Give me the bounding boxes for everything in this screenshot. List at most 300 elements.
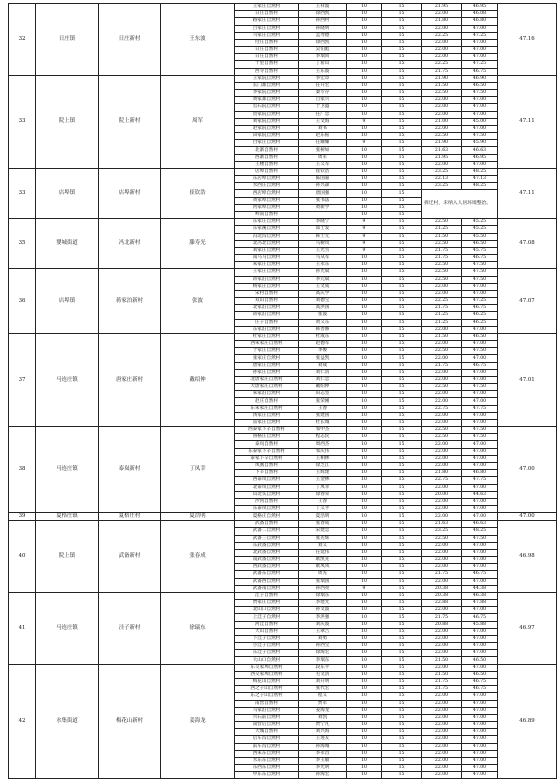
- score-a-cell: 10: [347, 549, 382, 556]
- person-cell: 李瑞同: [299, 54, 347, 61]
- score-a-cell: 10: [347, 607, 382, 614]
- score-c-cell: 21.80: [422, 470, 462, 477]
- score-b-cell: 15: [382, 405, 422, 412]
- person-cell: 李元斌: [299, 276, 347, 283]
- score-a-cell: 10: [347, 176, 382, 183]
- score-b-cell: 15: [382, 750, 422, 757]
- score-c-cell: 22.00: [422, 743, 462, 750]
- score-c-cell: 22.50: [422, 269, 462, 276]
- person-cell: 刘仁忠: [299, 376, 347, 383]
- natural-village-cell: 鲁格庄自然村: [235, 434, 299, 441]
- leader-cell: 夏浩明: [161, 513, 235, 521]
- score-b-cell: 15: [382, 197, 422, 204]
- natural-village-cell: 西泰家下辛自然村: [235, 427, 299, 434]
- score-a-cell: 9: [347, 233, 382, 240]
- leader-cell: 丁凤幸: [161, 427, 235, 513]
- total-cell: 47.00: [462, 463, 498, 470]
- total-cell: 48.25: [462, 183, 498, 190]
- person-cell: 王进友: [299, 736, 347, 743]
- town-cell: 店埠镇: [36, 168, 99, 218]
- score-b-cell: 15: [382, 176, 422, 183]
- person-cell: 张代宏: [299, 686, 347, 693]
- score-a-cell: 10: [347, 736, 382, 743]
- person-cell: 周西杰: [299, 441, 347, 448]
- score-b-cell: 15: [382, 190, 422, 197]
- score-b-cell: 15: [382, 448, 422, 455]
- score-c-cell: 22.00: [422, 391, 462, 398]
- average-cell: 47.08: [498, 219, 557, 269]
- town-cell: 马连庄镇: [36, 427, 99, 513]
- total-cell: 47.00: [462, 693, 498, 700]
- total-cell: 46.25: [462, 319, 498, 326]
- town-cell: 水集街道: [36, 664, 99, 779]
- score-b-cell: 15: [382, 772, 422, 779]
- score-b-cell: 15: [382, 140, 422, 147]
- person-cell: 张春成: [299, 521, 347, 528]
- score-b-cell: 15: [382, 211, 422, 218]
- natural-village-cell: 武备二自然村: [235, 528, 299, 535]
- score-b-cell: 15: [382, 276, 422, 283]
- natural-village-cell: 蒋家泊自然村: [235, 312, 299, 319]
- score-a-cell: 10: [347, 484, 382, 491]
- person-cell: 刘成: [299, 362, 347, 369]
- natural-village-cell: 蒋家泊自然村: [235, 276, 299, 283]
- natural-village-cell: 后车沟自然村: [235, 736, 299, 743]
- rank-cell: 41: [9, 592, 36, 664]
- total-cell: 47.00: [462, 25, 498, 32]
- score-b-cell: 15: [382, 729, 422, 736]
- score-c-cell: 22.00: [422, 448, 462, 455]
- total-cell: 45.88: [462, 621, 498, 628]
- total-cell: 47.00: [462, 355, 498, 362]
- score-a-cell: 9: [347, 118, 382, 125]
- score-a-cell: 10: [347, 686, 382, 693]
- score-b-cell: 15: [382, 470, 422, 477]
- score-c-cell: 21.63: [422, 147, 462, 154]
- natural-village-cell: 西泰岚自然村: [235, 477, 299, 484]
- score-b-cell: 15: [382, 521, 422, 528]
- score-a-cell: 10: [347, 535, 382, 542]
- score-c-cell: 22.50: [422, 240, 462, 247]
- score-b-cell: 15: [382, 757, 422, 764]
- score-a-cell: 10: [347, 54, 382, 61]
- score-c-cell: 21.75: [422, 614, 462, 621]
- total-cell: 47.00: [462, 398, 498, 405]
- person-cell: 韩士元: [299, 233, 347, 240]
- score-c-cell: 21.25: [422, 312, 462, 319]
- person-cell: 刘庆波: [299, 621, 347, 628]
- score-c-cell: 20.38: [422, 592, 462, 599]
- score-c-cell: 22.00: [422, 714, 462, 721]
- total-cell: 46.63: [462, 147, 498, 154]
- score-sheet: [8, 3, 535, 779]
- score-a-cell: 9: [347, 140, 382, 147]
- total-cell: 47.25: [462, 298, 498, 305]
- person-cell: 徐芝江: [299, 463, 347, 470]
- leader-cell: 姜海龙: [161, 664, 235, 779]
- total-cell: 47.00: [462, 506, 498, 513]
- natural-village-cell: 王家院自然村: [235, 75, 299, 82]
- person-cell: 黄义东: [299, 319, 347, 326]
- total-cell: 47.00: [462, 765, 498, 772]
- person-cell: 孟寿德: [299, 32, 347, 39]
- score-c-cell: 22.25: [422, 32, 462, 39]
- score-a-cell: 10: [347, 369, 382, 376]
- natural-village-cell: 大山口自然村: [235, 657, 299, 664]
- natural-village-cell: 西朱家庄自然村: [235, 341, 299, 348]
- average-cell: 47.00: [498, 513, 557, 521]
- table-row: [9, 168, 557, 175]
- total-cell: 46.95: [462, 154, 498, 161]
- score-a-cell: 10: [347, 111, 382, 118]
- score-a-cell: 10: [347, 455, 382, 462]
- score-a-cell: 10: [347, 133, 382, 140]
- total-cell: 47.50: [462, 133, 498, 140]
- score-b-cell: 15: [382, 312, 422, 319]
- score-c-cell: 21.90: [422, 140, 462, 147]
- town-cell: 店埠镇: [36, 269, 99, 334]
- natural-village-cell: 中东东自然村: [235, 772, 299, 779]
- score-c-cell: 23.25: [422, 168, 462, 175]
- score-a-cell: 10: [347, 197, 382, 204]
- person-cell: 王文成: [299, 283, 347, 290]
- score-c-cell: 22.00: [422, 111, 462, 118]
- total-cell: 47.50: [462, 535, 498, 542]
- total-cell: 47.00: [462, 564, 498, 571]
- rank-cell: 33: [9, 168, 36, 218]
- score-c-cell: 22.50: [422, 133, 462, 140]
- person-cell: 邹庆伟: [299, 448, 347, 455]
- score-a-cell: 10: [347, 47, 382, 54]
- person-cell: 徐西凯: [299, 11, 347, 18]
- score-c-cell: 22.00: [422, 463, 462, 470]
- score-c-cell: 21.75: [422, 686, 462, 693]
- total-cell: 47.00: [462, 750, 498, 757]
- person-cell: 戴绍伸: [299, 384, 347, 391]
- score-a-cell: 9: [347, 226, 382, 233]
- score-a-cell: 10: [347, 542, 382, 549]
- natural-village-cell: 朱家泊自然村: [235, 391, 299, 398]
- person-cell: 任延伟: [299, 549, 347, 556]
- total-cell: 47.75: [462, 405, 498, 412]
- total-cell: 47.00: [462, 97, 498, 104]
- score-b-cell: 15: [382, 355, 422, 362]
- score-c-cell: 22.00: [422, 326, 462, 333]
- person-cell: 高洪国: [299, 305, 347, 312]
- score-c-cell: 22.00: [422, 729, 462, 736]
- score-a-cell: 9: [347, 240, 382, 247]
- score-a-cell: 10: [347, 772, 382, 779]
- score-b-cell: 15: [382, 118, 422, 125]
- natural-village-cell: 北冯北自然村: [235, 240, 299, 247]
- total-cell: 46.80: [462, 470, 498, 477]
- natural-village-cell: 水西庄自然村: [235, 183, 299, 190]
- score-a-cell: 10: [347, 75, 382, 82]
- score-b-cell: 15: [382, 298, 422, 305]
- score-a-cell: 10: [347, 614, 382, 621]
- average-cell: 47.11: [498, 75, 557, 168]
- score-c-cell: 22.00: [422, 498, 462, 505]
- score-b-cell: 15: [382, 348, 422, 355]
- score-a-cell: 10: [347, 276, 382, 283]
- natural-village-cell: 双山自然村: [235, 298, 299, 305]
- score-c-cell: 20.38: [422, 585, 462, 592]
- natural-village-cell: 西武备自然村: [235, 564, 299, 571]
- total-cell: 47.00: [462, 111, 498, 118]
- town-cell: 马连庄镇: [36, 333, 99, 426]
- score-a-cell: 10: [347, 441, 382, 448]
- person-cell: 耿凯先: [299, 557, 347, 564]
- natural-village-cell: 东西东自然村: [235, 765, 299, 772]
- person-cell: 于卫盛: [299, 104, 347, 111]
- total-cell: 47.00: [462, 441, 498, 448]
- natural-village-cell: 东洼子自然村: [235, 650, 299, 657]
- natural-village-cell: 西交家埠自然村: [235, 671, 299, 678]
- person-cell: 李宏章: [299, 75, 347, 82]
- score-c-cell: 22.00: [422, 369, 462, 376]
- person-cell: 陈国嘉: [299, 176, 347, 183]
- score-a-cell: 10: [347, 348, 382, 355]
- score-c-cell: 22.00: [422, 341, 462, 348]
- natural-village-cell: 梅花山自然村: [235, 678, 299, 685]
- score-a-cell: 10: [347, 18, 382, 25]
- person-cell: 吕家兴: [299, 97, 347, 104]
- score-c-cell: 22.00: [422, 628, 462, 635]
- score-a-cell: 10: [347, 204, 382, 211]
- score-b-cell: 15: [382, 600, 422, 607]
- score-a-cell: 10: [347, 82, 382, 89]
- score-c-cell: 22.13: [422, 176, 462, 183]
- table-body: [9, 4, 557, 779]
- natural-village-cell: 田家院自然村: [235, 133, 299, 140]
- natural-village-cell: 刘家院自然村: [235, 118, 299, 125]
- score-b-cell: 15: [382, 621, 422, 628]
- person-cell: 赵德军: [299, 341, 347, 348]
- person-cell: 杜成东: [299, 333, 347, 340]
- score-a-cell: 10: [347, 125, 382, 132]
- score-a-cell: 9: [347, 247, 382, 254]
- person-cell: 刘兴海: [299, 729, 347, 736]
- score-b-cell: 15: [382, 542, 422, 549]
- person-cell: 李建光: [299, 600, 347, 607]
- score-b-cell: 15: [382, 369, 422, 376]
- natural-village-cell: 东泰家下辛自然村: [235, 448, 299, 455]
- score-a-cell: 10: [347, 211, 382, 218]
- score-a-cell: 10: [347, 498, 382, 505]
- score-a-cell: 10: [347, 11, 382, 18]
- score-b-cell: 15: [382, 419, 422, 426]
- rank-cell: 37: [9, 333, 36, 426]
- score-c-cell: 21.50: [422, 233, 462, 240]
- natural-village-cell: 南武备自然村: [235, 557, 299, 564]
- leader-cell: 滕寿光: [161, 219, 235, 269]
- total-cell: 47.50: [462, 348, 498, 355]
- natural-village-cell: 王楼自然村: [235, 161, 299, 168]
- score-c-cell: 21.75: [422, 247, 462, 254]
- score-c-cell: 22.00: [422, 39, 462, 46]
- score-c-cell: 21.50: [422, 671, 462, 678]
- score-b-cell: 15: [382, 90, 422, 97]
- score-a-cell: 10: [347, 319, 382, 326]
- score-b-cell: 15: [382, 427, 422, 434]
- person-cell: 徐海宏: [299, 650, 347, 657]
- score-c-cell: 22.00: [422, 549, 462, 556]
- score-b-cell: 15: [382, 693, 422, 700]
- score-b-cell: 15: [382, 219, 422, 226]
- total-cell: 47.50: [462, 384, 498, 391]
- score-c-cell: 22.00: [422, 765, 462, 772]
- natural-village-cell: 泰家下辛自然村: [235, 455, 299, 462]
- score-a-cell: 10: [347, 305, 382, 312]
- score-a-cell: 10: [347, 168, 382, 175]
- average-cell: 46.98: [498, 521, 557, 593]
- person-cell: 丁希山: [299, 61, 347, 68]
- score-c-cell: 22.00: [422, 376, 462, 383]
- score-c-cell: 21.95: [422, 154, 462, 161]
- natural-village-cell: 大唐家庄自然村: [235, 384, 299, 391]
- score-a-cell: 10: [347, 25, 382, 32]
- score-a-cell: 10: [347, 714, 382, 721]
- total-cell: 47.88: [462, 600, 498, 607]
- natural-village-cell: 前车沟自然村: [235, 743, 299, 750]
- table-row: [9, 664, 557, 671]
- score-b-cell: 15: [382, 61, 422, 68]
- town-cell: 院上镇: [36, 75, 99, 168]
- person-cell: 孙文波: [299, 607, 347, 614]
- total-cell: 47.00: [462, 772, 498, 779]
- natural-village-cell: 东店埠自然村: [235, 176, 299, 183]
- score-b-cell: 15: [382, 183, 422, 190]
- natural-village-cell: 北家泊自然村: [235, 305, 299, 312]
- total-cell: 47.00: [462, 650, 498, 657]
- score-c-cell: 22.25: [422, 61, 462, 68]
- natural-village-cell: 杨家庄自然村: [235, 283, 299, 290]
- natural-village-cell: 下辛自然村: [235, 470, 299, 477]
- score-b-cell: 15: [382, 4, 422, 11]
- natural-village-cell: 路家庄自然村: [235, 18, 299, 25]
- natural-village-cell: 武备自然村: [235, 521, 299, 528]
- score-b-cell: 15: [382, 441, 422, 448]
- note-cell: 拆迁村，未纳入人居环境整治。: [422, 190, 498, 219]
- natural-village-cell: 北武备自然村: [235, 549, 299, 556]
- total-cell: 46.75: [462, 571, 498, 578]
- person-cell: 张先辉: [299, 535, 347, 542]
- score-c-cell: 22.00: [422, 664, 462, 671]
- total-cell: 45.00: [462, 118, 498, 125]
- person-cell: 段东平: [299, 664, 347, 671]
- score-c-cell: 22.00: [422, 161, 462, 168]
- score-b-cell: 15: [382, 607, 422, 614]
- rank-cell: 39: [9, 513, 36, 521]
- rank-cell: 32: [9, 4, 36, 76]
- person-cell: [299, 211, 347, 218]
- score-a-cell: 10: [347, 700, 382, 707]
- person-cell: 王文海: [299, 118, 347, 125]
- total-cell: 46.75: [462, 614, 498, 621]
- person-cell: 徐西凯: [299, 39, 347, 46]
- natural-village-cell: 夏格庄自然村: [235, 513, 299, 521]
- total-cell: 47.00: [462, 47, 498, 54]
- score-a-cell: 10: [347, 628, 382, 635]
- natural-village-cell: 东武备自然村: [235, 542, 299, 549]
- score-a-cell: 10: [347, 707, 382, 714]
- score-c-cell: 22.00: [422, 542, 462, 549]
- total-cell: 47.00: [462, 743, 498, 750]
- town-cell: 婴城街道: [36, 219, 99, 269]
- total-cell: 47.00: [462, 290, 498, 297]
- score-a-cell: 10: [347, 283, 382, 290]
- natural-village-cell: 西店埠自然村: [235, 190, 299, 197]
- score-c-cell: 22.50: [422, 262, 462, 269]
- natural-village-cell: 十里自然村: [235, 61, 299, 68]
- score-c-cell: 21.75: [422, 68, 462, 75]
- score-b-cell: 15: [382, 161, 422, 168]
- score-a-cell: 10: [347, 262, 382, 269]
- score-c-cell: 22.00: [422, 722, 462, 729]
- rank-cell: 36: [9, 269, 36, 334]
- person-cell: 姜海龙: [299, 707, 347, 714]
- score-b-cell: 15: [382, 664, 422, 671]
- score-c-cell: 22.00: [422, 125, 462, 132]
- person-cell: 耿凤凤: [299, 564, 347, 571]
- total-cell: 45.50: [462, 233, 498, 240]
- total-cell: 46.90: [462, 75, 498, 82]
- person-cell: 李晓宁: [299, 219, 347, 226]
- score-b-cell: 15: [382, 434, 422, 441]
- natural-village-cell: 店埠自然村: [235, 168, 299, 175]
- score-b-cell: 15: [382, 506, 422, 513]
- town-cell: 日庄镇: [36, 4, 99, 76]
- person-cell: 丁义平: [299, 506, 347, 513]
- score-a-cell: 10: [347, 269, 382, 276]
- total-cell: 47.00: [462, 484, 498, 491]
- natural-village-cell: 朱家庄自然村: [235, 262, 299, 269]
- score-c-cell: 22.00: [422, 650, 462, 657]
- score-c-cell: 21.50: [422, 333, 462, 340]
- person-cell: 马树岚: [299, 240, 347, 247]
- total-cell: 48.25: [462, 528, 498, 535]
- score-c-cell: 21.50: [422, 657, 462, 664]
- village-cell: 蒋家泊新村: [99, 269, 161, 334]
- score-a-cell: 10: [347, 419, 382, 426]
- score-b-cell: 15: [382, 104, 422, 111]
- person-cell: 王翠吉: [299, 628, 347, 635]
- score-c-cell: 21.75: [422, 362, 462, 369]
- person-cell: 刘开明: [299, 678, 347, 685]
- natural-village-cell: 西之子山自然村: [235, 686, 299, 693]
- person-cell: 王辉建: [299, 470, 347, 477]
- total-cell: 47.50: [462, 269, 498, 276]
- score-a-cell: 10: [347, 104, 382, 111]
- person-cell: 马从军: [299, 255, 347, 262]
- score-c-cell: 22.00: [422, 355, 462, 362]
- total-cell: 45.25: [462, 226, 498, 233]
- score-b-cell: 15: [382, 97, 422, 104]
- score-a-cell: 10: [347, 600, 382, 607]
- average-cell: 47.01: [498, 333, 557, 426]
- score-c-cell: 22.00: [422, 564, 462, 571]
- score-c-cell: 20.88: [422, 621, 462, 628]
- score-b-cell: 15: [382, 722, 422, 729]
- score-c-cell: 22.00: [422, 757, 462, 764]
- leader-cell: 王东波: [161, 4, 235, 76]
- natural-village-cell: 河洼自然村: [235, 621, 299, 628]
- score-b-cell: 15: [382, 262, 422, 269]
- natural-village-cell: 赵庄自然村: [235, 398, 299, 405]
- village-cell: 店埠新村: [99, 168, 161, 218]
- score-b-cell: 15: [382, 535, 422, 542]
- leader-cell: 张春成: [161, 521, 235, 593]
